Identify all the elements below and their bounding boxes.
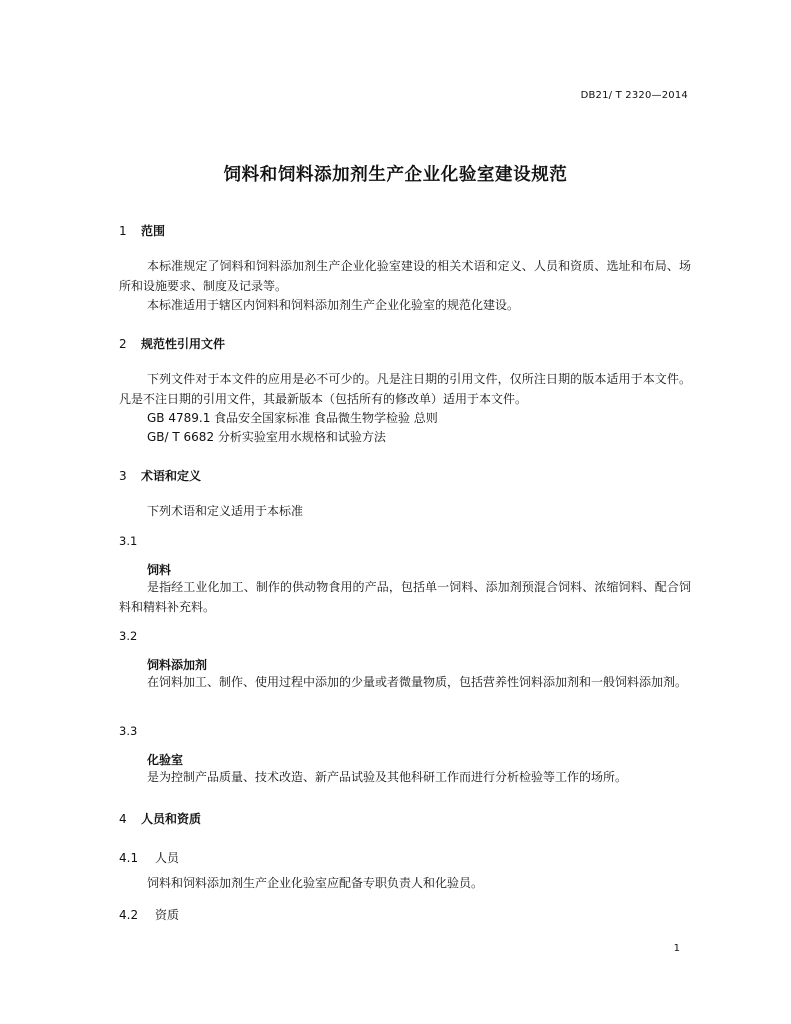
reference-item: GB 4789.1 食品安全国家标准 食品微生物学检验 总则 [147, 411, 438, 425]
scope-paragraph-1: 本标准规定了饲料和饲料添加剂生产企业化验室建设的相关术语和定义、人员和资质、选址和布局、场所和设施要求、制度及记录等。 [119, 259, 691, 293]
section-title: 范围 [141, 224, 166, 238]
section-2-heading [119, 335, 225, 352]
section-number: 3 [119, 469, 127, 483]
term-number: 3.1 [119, 534, 138, 548]
personnel-text: 饲料和饲料添加剂生产企业化验室应配备专职负责人和化验员。 [147, 876, 484, 890]
subsection-number: 4.2 [119, 908, 139, 922]
section-number: 1 [119, 224, 127, 238]
scope-paragraph-2: 本标准适用于辖区内饲料和饲料添加剂生产企业化验室的规范化建设。 [147, 298, 520, 312]
section-title: 术语和定义 [141, 469, 202, 483]
section-4-heading [119, 810, 201, 827]
subsection-title: 资质 [155, 908, 180, 922]
subsection-title: 人员 [155, 851, 180, 865]
term-name: 饲料添加剂 [147, 658, 208, 672]
subsection-4-1-heading [119, 849, 179, 866]
section-title: 规范性引用文件 [141, 337, 226, 351]
subsection-number: 4.1 [119, 851, 139, 865]
term-number: 3.3 [119, 724, 138, 738]
document-code: DB21/ T 2320—2014 [580, 90, 688, 101]
term-definition: 是为控制产品质量、技术改造、新产品试验及其他科研工作而进行分析检验等工作的场所。 [147, 770, 628, 784]
subsection-4-2-heading [119, 906, 179, 923]
page-number: 1 [673, 943, 680, 954]
section-3-heading [119, 467, 201, 484]
reference-item: GB/ T 6682 分析实验室用水规格和试验方法 [147, 430, 386, 444]
section-number: 2 [119, 337, 127, 351]
term-definition: 在饲料加工、制作、使用过程中添加的少量或者微量物质，包括营养性饲料添加剂和一般饲料添加剂。 [147, 675, 688, 689]
references-intro: 下列文件对于本文件的应用是必不可少的。凡是注日期的引用文件，仅所注日期的版本适用于本文件。凡是不注日期的引用文件，其最新版本（包括所有的修改单）适用于本文件。 [119, 372, 691, 406]
section-1-heading [119, 222, 165, 239]
term-number: 3.2 [119, 629, 138, 643]
section-number: 4 [119, 812, 127, 826]
term-definition: 是指经工业化加工、制作的供动物食用的产品，包括单一饲料、添加剂预混合饲料、浓缩饲料、配合饲料和精料补充料。 [119, 580, 691, 614]
section-title: 人员和资质 [141, 812, 202, 826]
term-name: 饲料 [147, 563, 172, 577]
document-title: 饲料和饲料添加剂生产企业化验室建设规范 [223, 165, 568, 185]
term-name: 化验室 [147, 753, 184, 767]
terms-intro: 下列术语和定义适用于本标准 [147, 504, 304, 518]
